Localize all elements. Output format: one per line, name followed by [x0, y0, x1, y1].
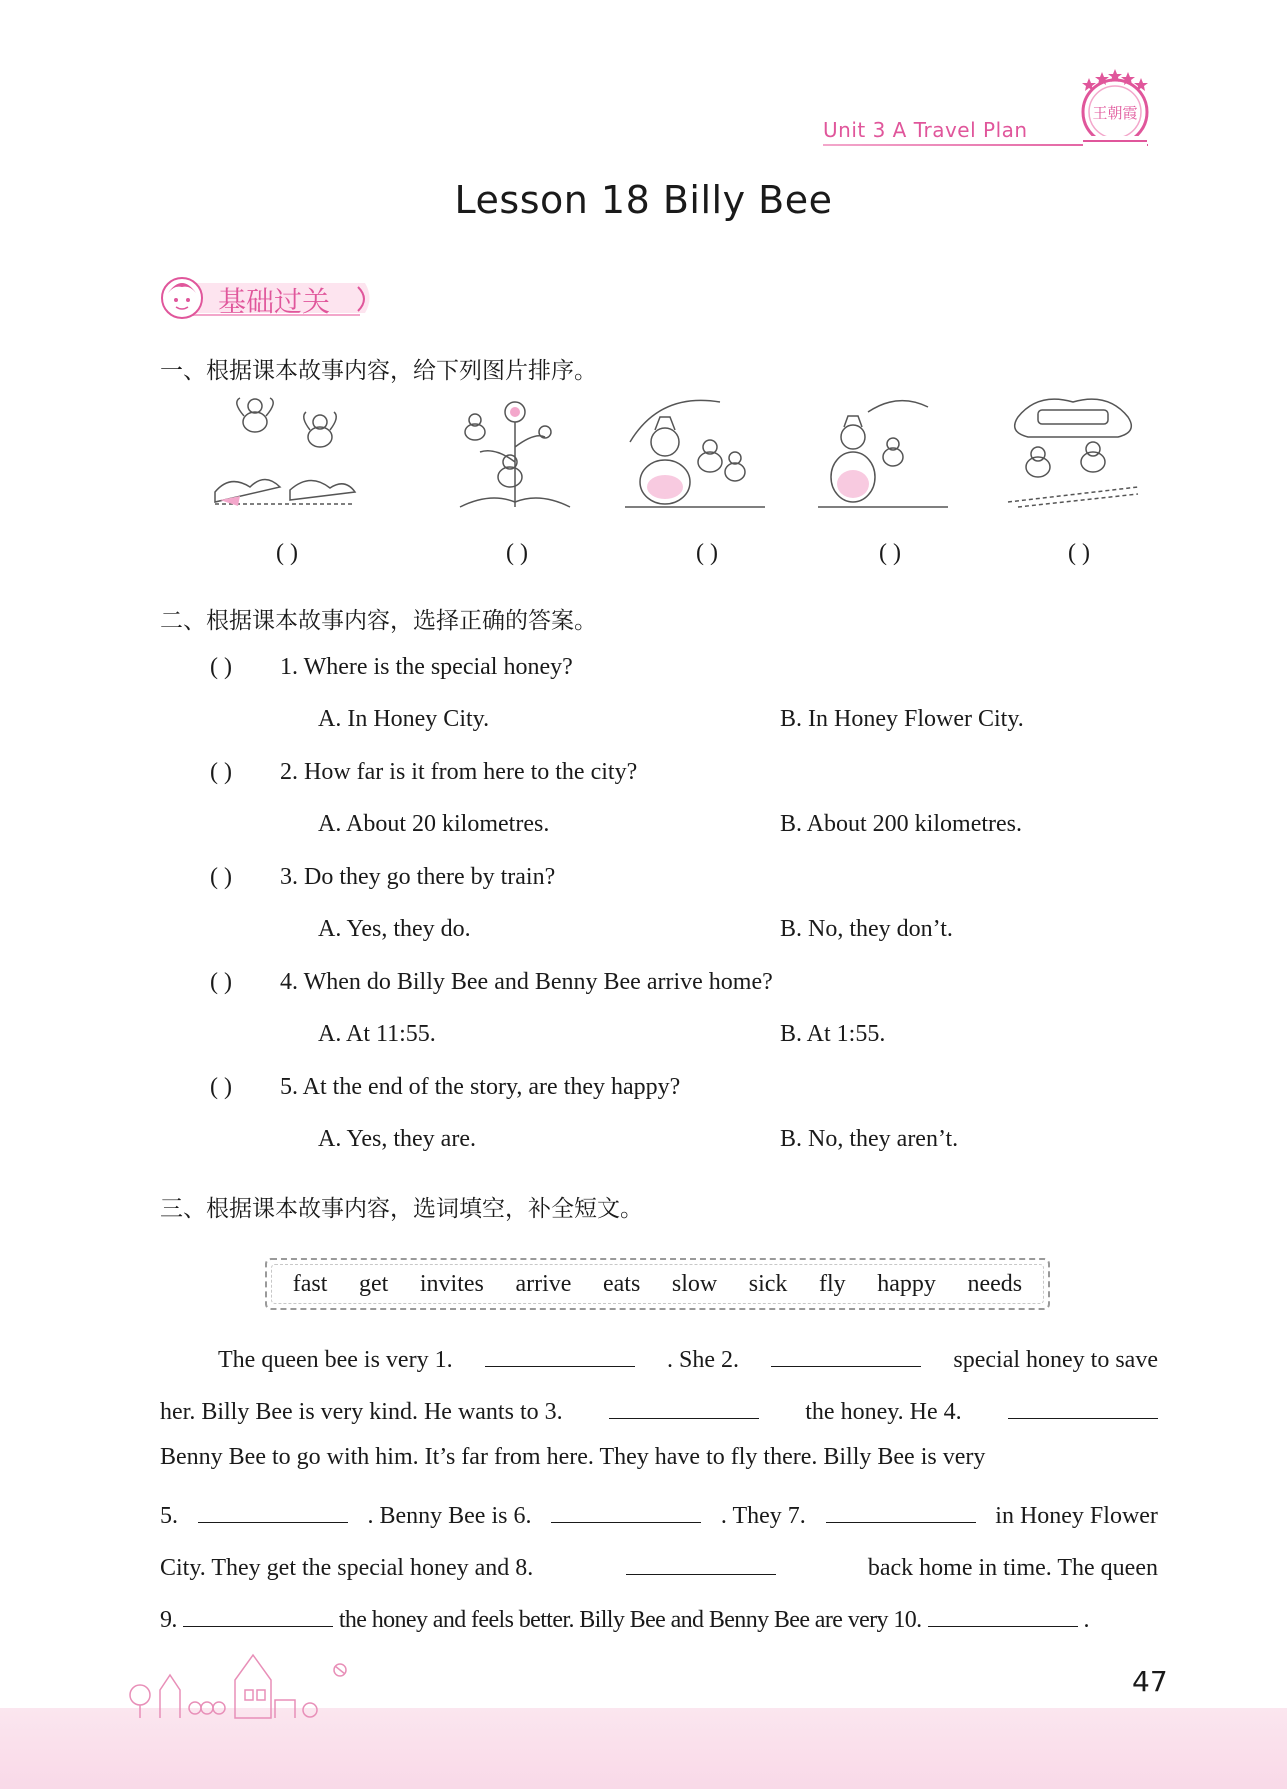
option-a: A. Yes, they are.: [318, 1126, 476, 1152]
passage-text: the honey. He 4.: [805, 1399, 962, 1425]
story-picture-2: [440, 392, 590, 512]
passage-text: the honey and feels better. Billy Bee and Benny Bee are very 10.: [338, 1607, 922, 1633]
picture-answer-1[interactable]: ( ): [276, 540, 298, 566]
passage-text: . They 7.: [720, 1503, 806, 1529]
blank-2[interactable]: [771, 1340, 921, 1367]
story-picture-1: [210, 392, 360, 512]
question-text: 1. Where is the special honey?: [280, 654, 573, 680]
option-b: B. At 1:55.: [780, 1021, 886, 1047]
passage-text: . Benny Bee is 6.: [367, 1503, 532, 1529]
word-bank-item: fly: [819, 1270, 846, 1297]
word-bank-item: arrive: [515, 1270, 572, 1297]
picture-answer-2[interactable]: ( ): [506, 540, 528, 566]
option-b: B. No, they aren’t.: [780, 1126, 959, 1152]
option-b: B. In Honey Flower City.: [780, 706, 1024, 732]
section-title: 基础过关: [218, 285, 331, 318]
story-picture-4: [808, 392, 958, 512]
passage-text: back home in time. The queen: [867, 1555, 1158, 1581]
word-bank-item: needs: [967, 1270, 1023, 1297]
passage-text: . She 2.: [666, 1347, 739, 1373]
question-answer-box[interactable]: ( ): [210, 969, 232, 995]
blank-8[interactable]: [626, 1548, 776, 1575]
question-text: 2. How far is it from here to the city?: [280, 759, 638, 785]
part1-heading: 一、根据课本故事内容，给下列图片排序。: [160, 358, 597, 384]
word-bank-item: fast: [292, 1270, 328, 1297]
passage-text: 9.: [160, 1607, 177, 1633]
blank-4[interactable]: [1008, 1392, 1158, 1419]
footer-band: [0, 1708, 1287, 1789]
passage-text: special honey to save: [953, 1347, 1158, 1373]
story-picture-3: [620, 392, 770, 512]
publisher-logo: [1075, 66, 1155, 150]
picture-answer-5[interactable]: ( ): [1068, 540, 1090, 566]
word-bank-item: invites: [419, 1270, 484, 1297]
passage-text: in Honey Flower: [995, 1503, 1158, 1529]
passage-text: 5.: [160, 1503, 178, 1529]
blank-10[interactable]: [928, 1600, 1078, 1627]
question-text: 3. Do they go there by train?: [280, 864, 556, 890]
footer-town-decoration: [125, 1650, 385, 1720]
option-a: A. About 20 kilometres.: [318, 811, 550, 837]
blank-7[interactable]: [826, 1496, 976, 1523]
blank-5[interactable]: [198, 1496, 348, 1523]
word-bank-item: slow: [671, 1270, 718, 1297]
word-bank-item: happy: [877, 1270, 936, 1297]
option-a: A. In Honey City.: [318, 706, 490, 732]
story-picture-5: [998, 392, 1148, 512]
passage-text: Benny Bee to go with him. It’s far from here. They have to fly there. Billy Bee is very: [160, 1444, 986, 1470]
question-text: 4. When do Billy Bee and Benny Bee arrive home?: [280, 969, 773, 995]
passage-text: City. They get the special honey and 8.: [160, 1555, 534, 1581]
picture-answer-4[interactable]: ( ): [879, 540, 901, 566]
passage-text: .: [1083, 1607, 1089, 1633]
word-bank-item: sick: [748, 1270, 788, 1297]
logo-text: 王朝霞: [1092, 104, 1138, 122]
part2-heading: 二、根据课本故事内容，选择正确的答案。: [160, 608, 597, 634]
word-bank-item: get: [359, 1270, 389, 1297]
lesson-title: Lesson 18 Billy Bee: [454, 178, 833, 222]
question-answer-box[interactable]: ( ): [210, 654, 232, 680]
blank-1[interactable]: [485, 1340, 635, 1367]
option-a: A. Yes, they do.: [318, 916, 471, 942]
blank-6[interactable]: [551, 1496, 701, 1523]
word-bank: [265, 1258, 1050, 1310]
blank-9[interactable]: [183, 1600, 333, 1627]
question-answer-box[interactable]: ( ): [210, 1074, 232, 1100]
question-answer-box[interactable]: ( ): [210, 864, 232, 890]
option-a: A. At 11:55.: [318, 1021, 436, 1047]
picture-answer-3[interactable]: ( ): [696, 540, 718, 566]
passage-text: The queen bee is very 1.: [218, 1347, 453, 1373]
question-text: 5. At the end of the story, are they happy?: [280, 1074, 681, 1100]
word-bank-item: eats: [602, 1270, 641, 1297]
part3-heading: 三、根据课本故事内容，选词填空，补全短文。: [160, 1196, 643, 1222]
page-number: 47: [1132, 1665, 1168, 1698]
option-b: B. No, they don’t.: [780, 916, 953, 942]
passage-text: her. Billy Bee is very kind. He wants to 3.: [160, 1399, 563, 1425]
blank-3[interactable]: [609, 1392, 759, 1419]
unit-label: Unit 3 A Travel Plan: [823, 118, 1028, 142]
question-answer-box[interactable]: ( ): [210, 759, 232, 785]
option-b: B. About 200 kilometres.: [780, 811, 1022, 837]
